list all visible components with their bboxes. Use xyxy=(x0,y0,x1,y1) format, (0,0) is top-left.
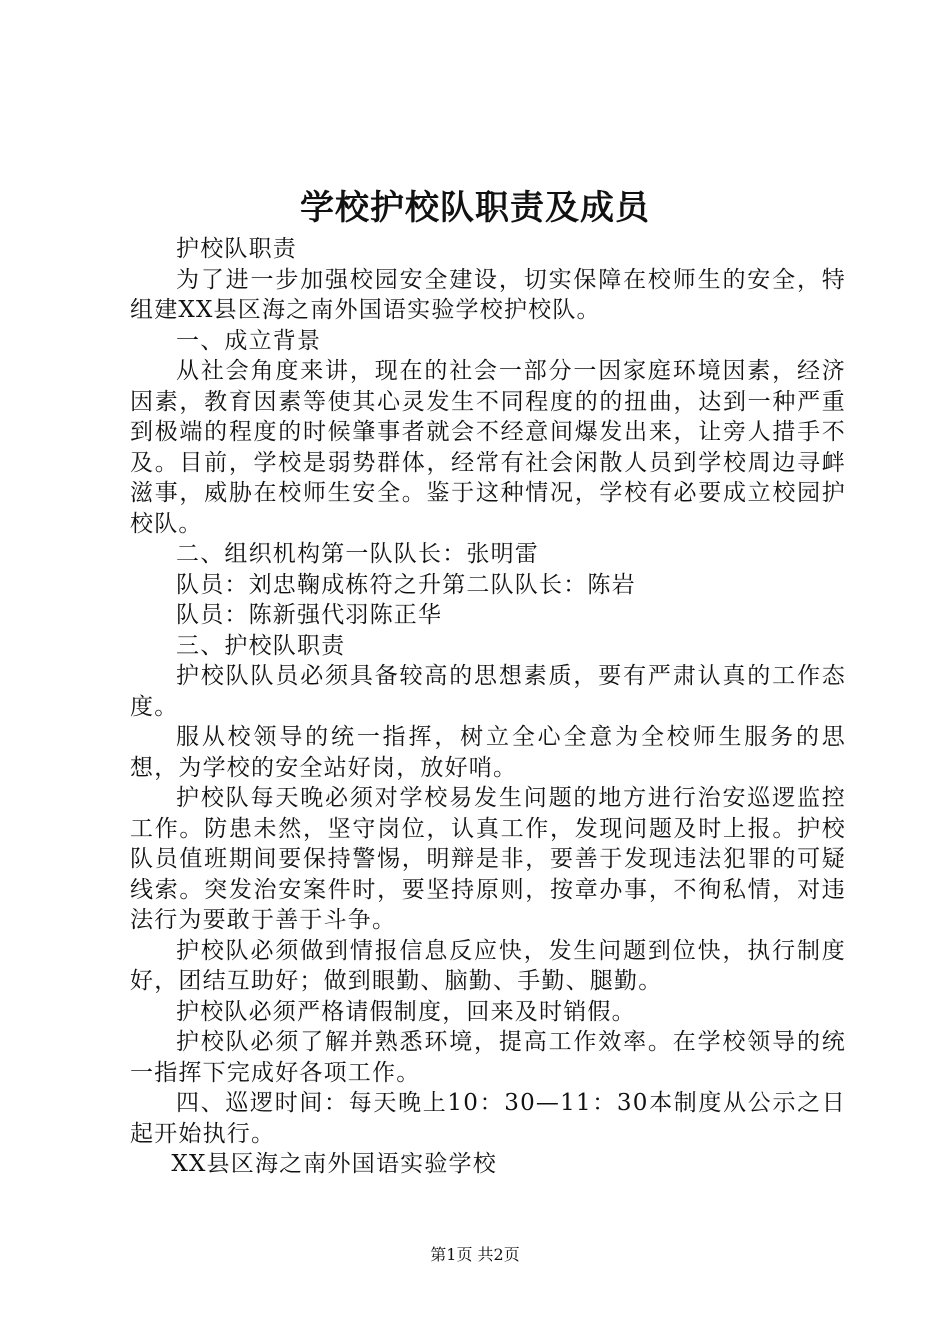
section-heading-background: 一、成立背景 xyxy=(176,327,322,354)
section-heading-patrol-time: 四、巡逻时间：每天晚上10：30—11：30本制度从公示之日起开始执行。 xyxy=(130,1090,846,1147)
paragraph-intro: 为了进一步加强校园安全建设，切实保障在校师生的安全，特组建XX县区海之南外国语实验学校护校队。 xyxy=(130,266,846,323)
paragraph-duty-patrol: 护校队每天晚必须对学校易发生问题的地方进行治安巡逻监控工作。防患未然，坚守岗位，认真工作，发现问题及时上报。护校队员值班期间要保持警惕，明辩是非，要善于发现违法犯罪的可疑线索。突发治安案件时，要坚持原则，按章办事，不徇私情，对违法行为要敢于善于斗争。 xyxy=(130,785,846,933)
section-heading-organization: 二、组织机构第一队队长：张明雷 xyxy=(176,541,539,567)
paragraph-team-members-2: 队员：陈新强代羽陈正华 xyxy=(176,602,443,628)
paragraph-background: 从社会角度来讲，现在的社会一部分一因家庭环境因素，经济因素，教育因素等使其心灵发生不同程度的的扭曲，达到一种严重到极端的程度的时候肇事者就会不经意间爆发出来，让旁人措手不及。目前，学校是弱势群体，经常有社会闲散人员到学校周边寻衅滋事，威胁在校师生安全。鉴于这种情况，学校有必要成立校园护校队。 xyxy=(130,358,846,537)
paragraph-duty-response: 护校队必须做到情报信息反应快，发生问题到位快，执行制度好，团结互助好；做到眼勤、脑勤、手勤、腿勤。 xyxy=(130,937,846,994)
paragraph-team-members-1: 队员：刘忠鞠成栋符之升第二队队长：陈岩 xyxy=(176,571,636,598)
section-heading-duties: 三、护校队职责 xyxy=(176,632,346,659)
paragraph-duty-obey: 服从校领导的统一指挥，树立全心全意为全校师生服务的思想，为学校的安全站好岗，放好哨。 xyxy=(130,724,846,781)
document-title: 学校护校队职责及成员 xyxy=(300,188,650,228)
document-body xyxy=(130,234,846,1180)
paragraph-heading-duties: 护校队职责 xyxy=(176,236,297,262)
paragraph-duty-quality: 护校队队员必须具备较高的思想素质，要有严肃认真的工作态度。 xyxy=(130,663,846,720)
document-signature: XX县区海之南外国语实验学校 xyxy=(171,1151,497,1177)
page-number-footer: 第1页 共2页 xyxy=(430,1245,520,1264)
paragraph-duty-environment: 护校队必须了解并熟悉环境，提高工作效率。在学校领导的统一指挥下完成好各项工作。 xyxy=(130,1029,846,1086)
paragraph-duty-leave: 护校队必须严格请假制度，回来及时销假。 xyxy=(176,998,636,1025)
